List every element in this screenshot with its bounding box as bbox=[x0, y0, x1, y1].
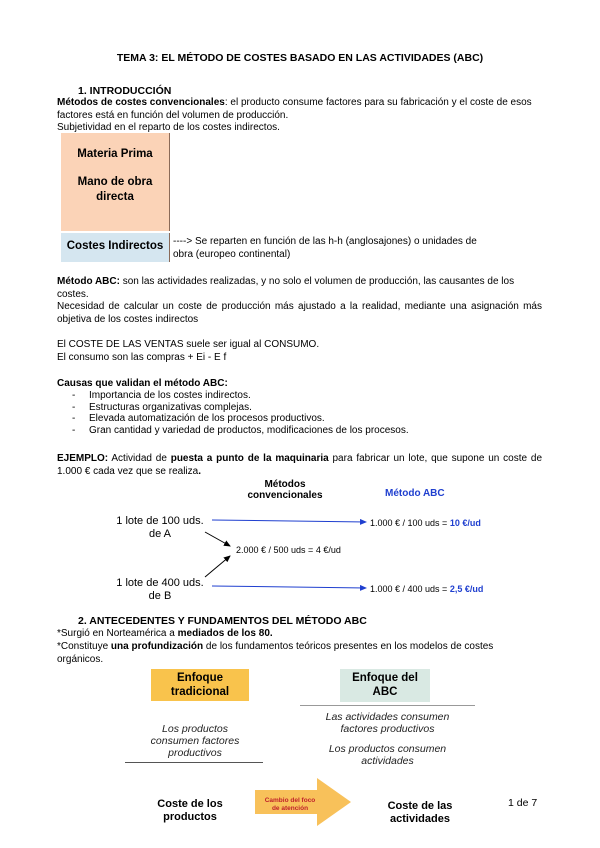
arrow-b-to-conv bbox=[205, 556, 230, 577]
arrow-b-to-abc bbox=[212, 586, 366, 588]
section-heading-introduccion: 1. INTRODUCCIÓN bbox=[78, 85, 172, 97]
ejemplo-text2: para fabricar un lote, que supone un coste de 1.000 € cada vez que se realiza bbox=[57, 453, 543, 477]
cambio-line2: de atención bbox=[271, 805, 309, 812]
trad-desc-line1: Los productos bbox=[162, 723, 228, 735]
cambio-foco-label bbox=[258, 797, 322, 813]
ejemplo-dot: . bbox=[198, 465, 201, 477]
conv-text: : el producto consume factores para su fabricación y el coste de esos factores está en función del volumen de producción. bbox=[57, 97, 532, 121]
enfoque-abc-line2: ABC bbox=[372, 686, 398, 698]
abc-desc-line3: Los productos consumen bbox=[328, 743, 447, 755]
list-item: - Estructuras organizativas complejas. bbox=[57, 402, 542, 414]
ejemplo-bold: puesta a punto de la maquinaria bbox=[170, 453, 329, 464]
trad-description bbox=[125, 723, 265, 759]
coste-prod-line2: productos bbox=[163, 811, 217, 823]
box-enfoque-tradicional bbox=[151, 669, 249, 701]
box-costes-indirectos: Costes Indirectos bbox=[66, 240, 164, 252]
abc-calc-a-text: 1.000 € / 100 uds = bbox=[370, 518, 450, 528]
col-conv-line2: convencionales bbox=[247, 490, 323, 501]
enfoque-abc-line1: Enfoque del bbox=[352, 672, 418, 684]
col-conv-line1: Métodos bbox=[264, 479, 306, 490]
abc-calc-b-result: 2,5 €/ud bbox=[449, 584, 484, 594]
coste-prod-line1: Coste de los bbox=[157, 798, 223, 810]
paragraph-necesidad: Necesidad de calcular un coste de producción más ajustado a la realidad, mediante una asignación más objetiva de los costes indirectos bbox=[57, 301, 542, 325]
coste-act-line1: Coste de las bbox=[387, 800, 453, 812]
trad-desc-line3: productivos bbox=[168, 747, 222, 759]
col-header-abc: Método ABC bbox=[385, 488, 445, 499]
arrow-note-line2: obra (europeo continental) bbox=[173, 249, 291, 260]
list-item: - Elevada automatización de los procesos productivos. bbox=[57, 413, 542, 425]
causas-heading: Causas que validan el método ABC: bbox=[57, 378, 228, 389]
paragraph-subjetividad: Subjetividad en el reparto de los costes indirectos. bbox=[57, 122, 280, 133]
abc-desc-line2: factores productivos bbox=[340, 723, 435, 735]
constituye-bold: una profundización bbox=[110, 641, 204, 652]
coste-act-line2: actividades bbox=[390, 813, 450, 825]
lote-b-line2: de B bbox=[148, 590, 172, 602]
constituye-text2: de los fundamentos teóricos presentes en los modelos de costes orgánicos. bbox=[57, 641, 494, 665]
box-enfoque-abc bbox=[340, 669, 430, 702]
lote-b-line1: 1 lote de 400 uds. bbox=[116, 577, 204, 589]
section-heading-antecedentes: 2. ANTECEDENTES Y FUNDAMENTOS DEL MÉTODO ABC bbox=[78, 615, 367, 627]
abc-desc-line4: actividades bbox=[361, 755, 414, 767]
arrow-a-to-conv bbox=[205, 532, 230, 546]
abc-calc-a-result: 10 €/ud bbox=[449, 518, 481, 528]
abc-topline bbox=[300, 705, 475, 706]
box-mano-obra-line2: directa bbox=[96, 191, 134, 203]
surgio-bold: mediados de los 80. bbox=[177, 628, 273, 639]
paragraph-surgio bbox=[57, 628, 542, 641]
list-item: - Gran cantidad y variedad de productos, modificaciones de los procesos. bbox=[57, 425, 542, 437]
conv-calc: 2.000 € / 500 uds = 4 €/ud bbox=[236, 545, 341, 555]
paragraph-constituye bbox=[57, 641, 542, 666]
box-mano-obra-line1: Mano de obra bbox=[77, 176, 153, 188]
box-materia-prima: Materia Prima bbox=[77, 148, 153, 160]
coste-productos bbox=[145, 798, 235, 824]
arrow-note-line1: ----> Se reparten en función de las h-h (anglosajones) o unidades de bbox=[173, 236, 477, 247]
abc-description-1 bbox=[300, 711, 475, 735]
paragraph-coste-ventas: El COSTE DE LAS VENTAS suele ser igual al CONSUMO. bbox=[57, 339, 320, 350]
ejemplo-text1: Actividad de bbox=[108, 453, 171, 464]
page-title: TEMA 3: EL MÉTODO DE COSTES BASADO EN LAS ACTIVIDADES (ABC) bbox=[116, 52, 484, 64]
constituye-text1: *Constituye bbox=[57, 641, 111, 652]
conv-label: Métodos de costes convencionales bbox=[57, 97, 225, 108]
surgio-text: *Surgió en Norteamérica a bbox=[57, 628, 178, 639]
cambio-line1: Cambio del foco bbox=[264, 797, 316, 804]
enfoque-trad-line1: Enfoque bbox=[177, 672, 223, 684]
abc-label: Método ABC: bbox=[57, 276, 120, 287]
lote-a-line2: de A bbox=[148, 528, 172, 540]
abc-description-2 bbox=[300, 743, 475, 767]
page-number: 1 de 7 bbox=[508, 797, 538, 809]
enfoque-trad-line2: tradicional bbox=[170, 686, 230, 698]
abc-desc-line1: Las actividades consumen bbox=[325, 711, 450, 723]
coste-actividades bbox=[375, 800, 465, 826]
arrow-a-to-abc bbox=[212, 520, 366, 522]
abc-text: son las actividades realizadas, y no solo el volumen de producción, las causantes de los costes. bbox=[57, 276, 515, 300]
abc-calc-b-text: 1.000 € / 400 uds = bbox=[370, 584, 450, 594]
trad-desc-line2: consumen factores bbox=[150, 735, 240, 747]
ejemplo-label: EJEMPLO: bbox=[57, 453, 109, 464]
list-item: - Importancia de los costes indirectos. bbox=[57, 390, 542, 402]
paragraph-consumo: El consumo son las compras + Ei - E f bbox=[57, 352, 227, 363]
lote-a-line1: 1 lote de 100 uds. bbox=[116, 515, 204, 527]
trad-underline bbox=[125, 762, 263, 763]
